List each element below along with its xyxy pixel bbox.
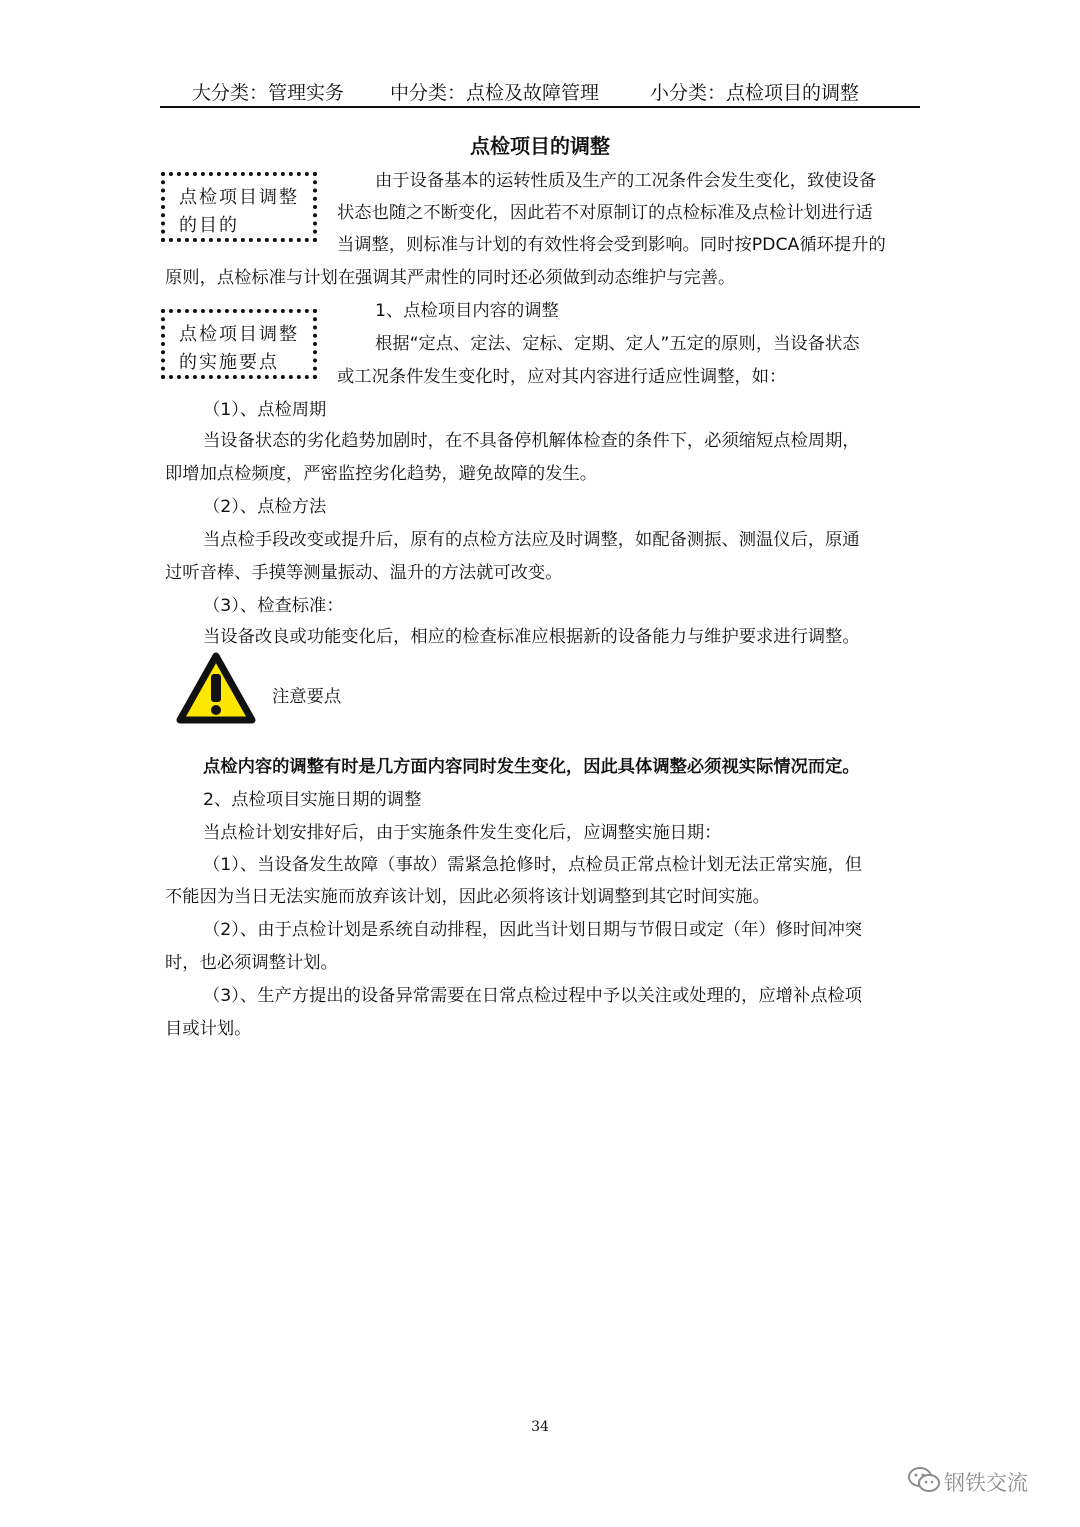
implementation-sidebox: [161, 309, 317, 379]
middle-category: 中分类：点检及故障管理: [390, 82, 600, 104]
body-line: 当点检计划安排好后，由于实施条件发生变化后，应调整实施日期：: [203, 823, 722, 843]
major-category: 大分类：管理实务: [192, 82, 345, 104]
minor-category: 小分类：点检项目的调整: [650, 82, 860, 104]
category-header: [160, 76, 920, 108]
body-line: 原则，点检标准与计划在强调其严肃性的同时还必须做到动态维护与完善。: [165, 268, 736, 288]
sidebox-line: 的实施要点: [179, 352, 279, 373]
sidebox-line: 点检项目调整: [179, 324, 299, 345]
body-line: （3）、生产方提出的设备异常需要在日常点检过程中予以关注或处理的，应增补点检项: [203, 986, 863, 1006]
purpose-sidebox: [161, 172, 317, 242]
body-line: 不能因为当日无法实施而放弃该计划，因此必须将该计划调整到其它时间实施。: [165, 887, 770, 907]
body-line: 过听音棒、手摸等测量振动、温升的方法就可改变。: [165, 563, 563, 583]
section-heading: 2、点检项目实施日期的调整: [203, 790, 422, 810]
warning-label: 注意要点: [272, 687, 342, 707]
page-title: 点检项目的调整: [470, 134, 610, 158]
subsection-heading: （1）、点检周期: [203, 400, 327, 420]
body-line: 根据“定点、定法、定标、定期、定人”五定的原则，当设备状态: [375, 334, 860, 354]
sidebox-line: 点检项目调整: [179, 187, 299, 208]
body-line: 状态也随之不断变化，因此若不对原制订的点检标准及点检计划进行适: [337, 203, 873, 223]
wechat-icon: [906, 1465, 942, 1495]
body-line: 当调整，则标准与计划的有效性将会受到影响。同时按PDCA循环提升的: [337, 235, 886, 255]
subsection-heading: （3）、检查标准：: [203, 596, 344, 616]
body-line: 当点检手段改变或提升后，原有的点检方法应及时调整，如配备测振、测温仪后，原通: [203, 530, 860, 550]
watermark-text: 钢铁交流: [944, 1471, 1028, 1495]
watermark: [906, 1463, 1056, 1499]
subsection-heading: （2）、点检方法: [203, 497, 327, 517]
body-line: （1）、当设备发生故障（事故）需紧急抢修时，点检员正常点检计划无法正常实施，但: [203, 855, 863, 875]
section-heading: 1、点检项目内容的调整: [375, 301, 559, 321]
body-line: 即增加点检频度，严密监控劣化趋势，避免故障的发生。: [165, 464, 598, 484]
sidebox-line: 的目的: [179, 215, 239, 236]
body-line: 当设备改良或功能变化后，相应的检查标准应根据新的设备能力与维护要求进行调整。: [203, 627, 860, 647]
body-line: 当设备状态的劣化趋势加剧时，在不具备停机解体检查的条件下，必须缩短点检周期，: [203, 431, 860, 451]
body-line: （2）、由于点检计划是系统自动排程，因此当计划日期与节假日或定（年）修时间冲突: [203, 920, 863, 940]
body-line: 时，也必须调整计划。: [165, 953, 338, 973]
body-line: 由于设备基本的运转性质及生产的工况条件会发生变化，致使设备: [375, 171, 877, 191]
page-number: 34: [531, 1419, 549, 1435]
body-line: 或工况条件发生变化时，应对其内容进行适应性调整，如：: [337, 367, 787, 387]
important-note: 点检内容的调整有时是几方面内容同时发生变化，因此具体调整必须视实际情况而定。: [203, 757, 860, 777]
body-line: 目或计划。: [165, 1019, 252, 1039]
warning-icon: [176, 652, 256, 726]
